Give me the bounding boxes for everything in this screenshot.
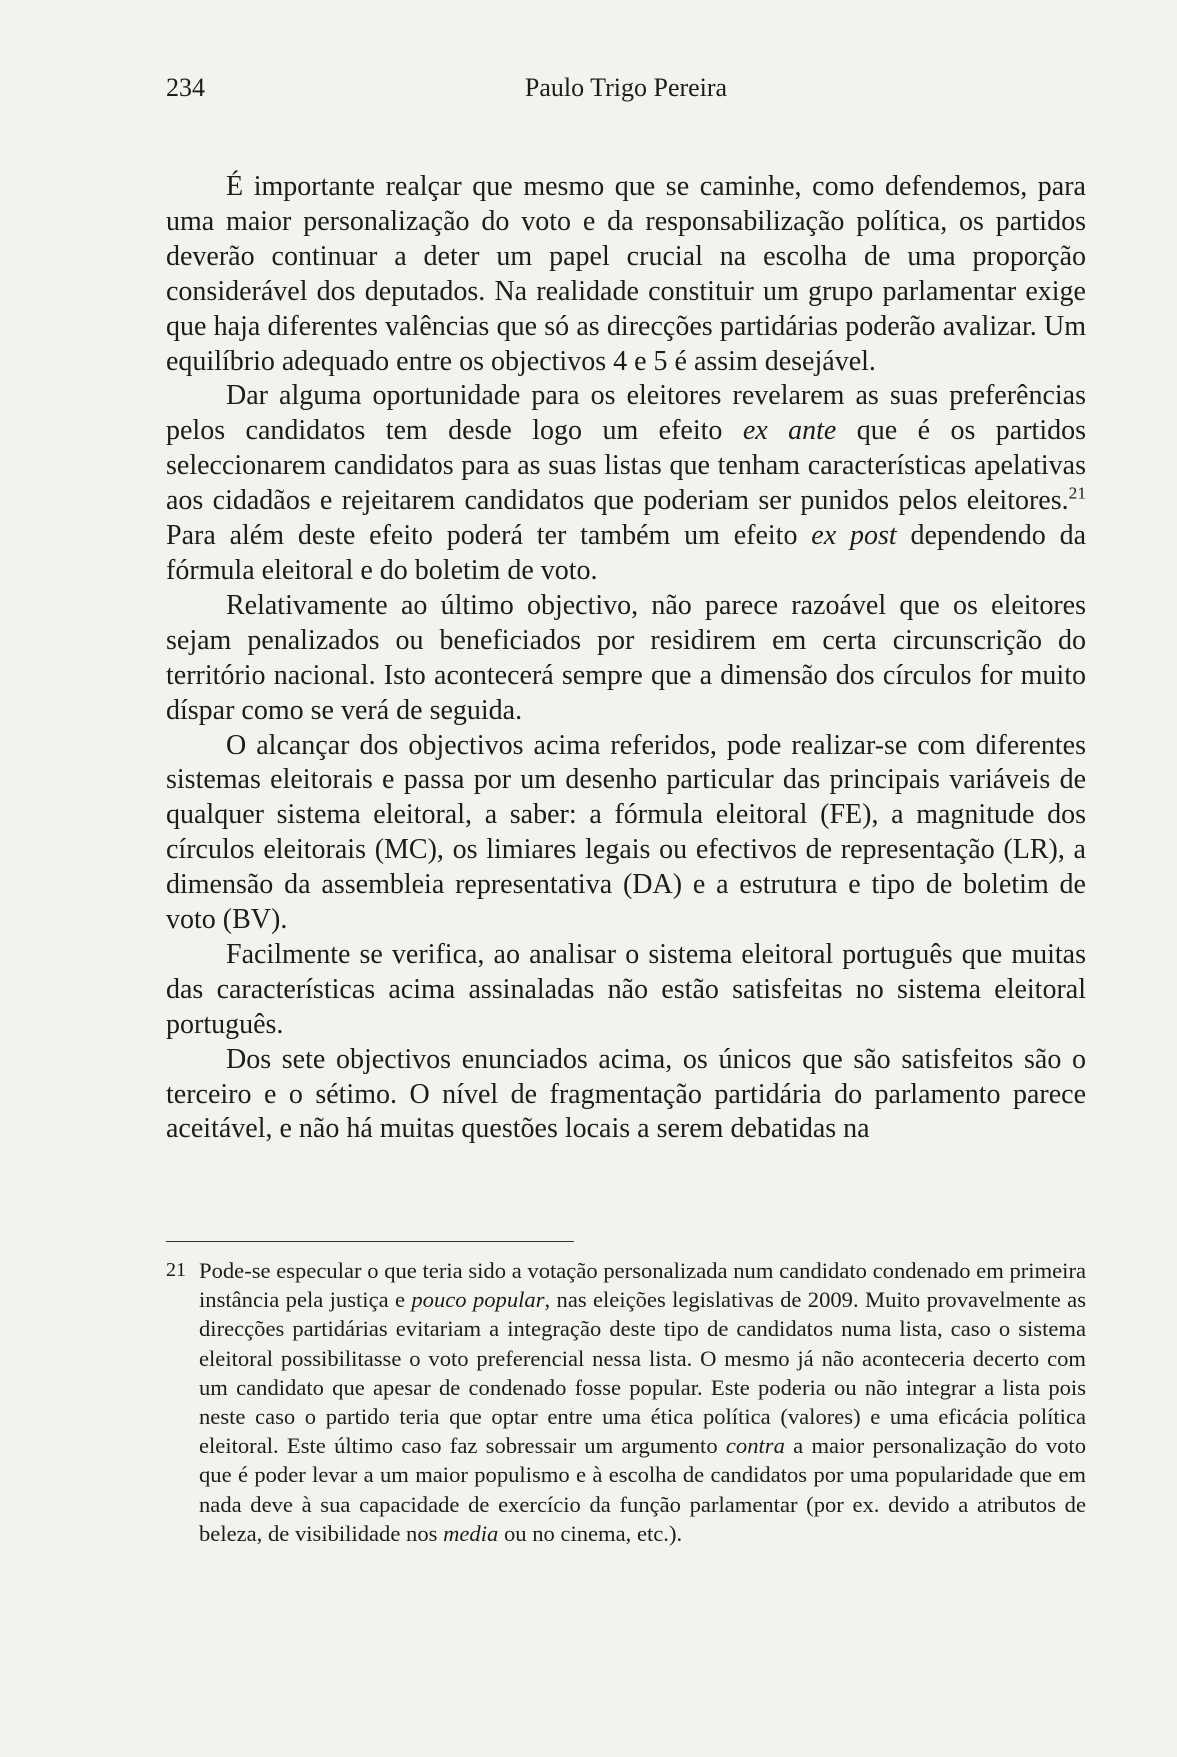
paragraph: Relativamente ao último objectivo, não parece razoável que os eleitores sejam penalizados ou beneficiados por residirem em certa circunscrição do território nacional. Isto acontecerá sempre que a dimensão dos círculos for muito díspar como se verá de seguida. <box>166 589 1086 726</box>
paragraph: Dar alguma oportunidade para os eleitores revelarem as suas preferências pelos candidatos tem desde logo um efeito ex ante que é os partidos seleccionarem candidatos para as suas listas que tenham características apelativas aos cidadãos e rejeitarem candidatos que poderiam ser punidos pelos eleitores.$^{21}$ Para além deste efeito poderá ter também um efeito ex post dependendo da fórmula eleitoral e do boletim de voto. <box>166 380 1086 586</box>
footnote-number: 21 <box>166 1259 186 1281</box>
italic-term: ex ante <box>742 415 837 447</box>
body-text <box>166 170 1086 1147</box>
paragraph: O alcançar dos objectivos acima referidos, pode realizar-se com diferentes sistemas eleitorais e passa por um desenho particular das principais variáveis de qualquer sistema eleitoral, a saber: a fórmula eleitoral (FE), a magnitude dos círculos eleitorais (MC), os limiares legais ou efectivos de representação (LR), a dimensão da assembleia representativa (DA) e a estrutura e tipo de boletim de voto (BV). <box>166 729 1086 936</box>
paragraph: É importante realçar que mesmo que se caminhe, como defendemos, para uma maior personalização do voto e da responsabilização política, os partidos deverão continuar a deter um papel crucial na escolha de uma proporção considerável dos deputados. Na realidade constituir um grupo parlamentar exige que haja diferentes valências que só as direcções partidárias poderão avalizar. Um equilíbrio adequado entre os objectivos 4 e 5 é assim desejável. <box>166 171 1086 377</box>
footnotes <box>166 1256 1086 1548</box>
footnote-divider <box>166 1241 574 1242</box>
footnote-ref[interactable]: 21 <box>1068 483 1086 503</box>
paragraph: Facilmente se verifica, ao analisar o sistema eleitoral português que muitas das características acima assinaladas não estão satisfeitas no sistema eleitoral português. <box>166 938 1086 1040</box>
running-head: Paulo Trigo Pereira <box>524 73 728 102</box>
footnote <box>166 1256 1086 1548</box>
italic-term: ex post <box>811 520 897 552</box>
page-number: 234 <box>166 73 205 102</box>
paragraph: Dos sete objectivos enunciados acima, os únicos que são satisfeitos são o terceiro e o sétimo. O nível de fragmentação partidária do parlamento parece aceitável, e não há muitas questões locais a serem debatidas na <box>166 1043 1086 1145</box>
footnote-text: Pode-se especular o que teria sido a votação personalizada num candidato condenado em primeira instância pela justiça e pouco popular, nas eleições legislativas de 2009. Muito provavelmente as direcções partidárias evitariam a integração deste tipo de candidatos numa lista, caso o sistema eleitoral possibilitasse o voto preferencial nessa lista. O mesmo já não aconteceria decerto com um candidato que apesar de condenado fosse popular. Este poderia ou não integrar a lista pois neste caso o partido teria que optar entre uma ética política (valores) e uma eficácia política eleitoral. Este último caso faz sobressair um argumento contra a maior personalização do voto que é poder levar a um maior populismo e à escolha de candidatos por uma popularidade que em nada deve à sua capacidade de exercício da função parlamentar (por ex. devido a atributos de beleza, de visibilidade nos media ou no cinema, etc.). <box>199 1258 1086 1546</box>
